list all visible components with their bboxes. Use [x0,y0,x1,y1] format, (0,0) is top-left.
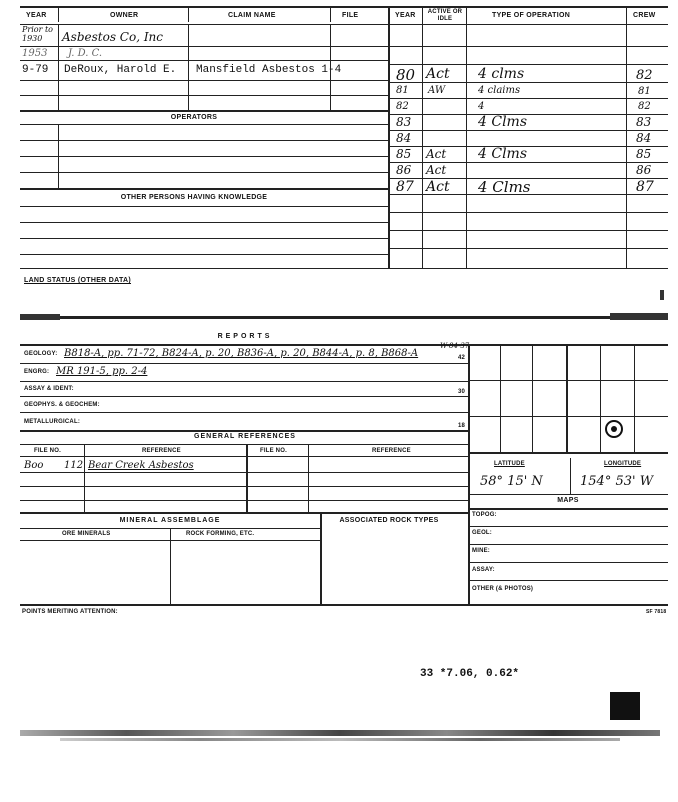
header-type-of-operation: TYPE OF OPERATION [492,12,571,19]
map-row-geol: GEOL: [472,530,492,536]
form-number: SF 7818 [646,609,667,615]
geology-page: 42 [458,355,466,361]
activity-crew: 85 [636,147,652,161]
header-owner: OWNER [110,12,139,19]
maps-label: MAPS [557,497,579,504]
header-year-activity: YEAR [395,12,416,19]
activity-year: 84 [396,131,412,145]
reference-file-no: Boo [24,460,44,471]
torn-edge [20,316,668,319]
latitude-label: LATITUDE [494,461,525,467]
owner-row-1-year: Prior to 1930 [22,25,53,43]
activity-crew: 81 [638,86,651,97]
ref-header-reference-2: REFERENCE [372,448,411,454]
metallurgical-page: 18 [458,423,466,429]
activity-year: 87 [396,179,414,195]
header-claim-name: CLAIM NAME [228,12,276,19]
activity-status: Act [426,163,447,177]
reference-text: Bear Creek Asbestos [88,460,194,471]
activity-operation: 4 claims [478,85,521,96]
reports-title: REPORTS [217,333,273,340]
activity-status: Act [426,147,447,161]
activity-status: AW [428,85,446,96]
geophys-label: GEOPHYS. & GEOCHEM: [24,402,100,408]
activity-operation: 4 Clms [478,178,531,196]
activity-crew: 82 [638,101,651,112]
map-row-other: OTHER (& PHOTOS) [472,586,534,592]
map-row-assay: ASSAY: [472,567,495,573]
activity-operation: 4 Clms [478,114,528,130]
other-persons-title: OTHER PERSONS HAVING KNOWLEDGE [120,194,268,201]
metallurgical-label: METALLURGICAL: [24,419,81,425]
header-file: FILE [342,12,359,19]
geology-note: W-84-37 [440,342,470,350]
activity-crew: 84 [636,131,652,145]
activity-year: 80 [396,66,416,84]
assay-page: 30 [458,389,466,395]
activity-status: Act [426,179,450,195]
longitude-value: 154° 53' W [580,474,654,489]
activity-operation: 4 clms [478,66,525,82]
activity-year: 86 [396,163,412,177]
map-row-topog: TOPOG: [472,512,497,518]
latitude-value: 58° 15' N [480,474,543,489]
activity-operation: 4 [478,101,485,112]
activity-year: 83 [396,115,412,129]
points-meriting-attention-label: POINTS MERITING ATTENTION: [22,609,118,615]
activity-year: 82 [396,101,409,112]
assay-label: ASSAY & IDENT: [24,386,74,392]
ore-minerals-header: ORE MINERALS [62,531,111,537]
activity-crew: 87 [636,179,654,195]
owner-row-3-claim-name: Mansfield Asbestos 1-4 [196,64,342,76]
engrg-value: MR 191-5, pp. 2-4 [56,366,148,377]
owner-row-1-owner: Asbestos Co, Inc [62,30,164,44]
ref-header-file-no: FILE NO. [34,448,61,454]
geology-value: B818-A, pp. 71-72, B824-A, p. 20, B836-A, p. 20, B844-A, p. 8, B868-A [64,348,419,359]
map-row-mine: MINE: [472,548,490,554]
header-year: YEAR [26,12,47,19]
activity-status: Act [426,66,450,82]
owner-row-2-year: 1953 [22,48,48,59]
geology-label: GEOLOGY: [24,351,58,357]
owner-row-3-year: 9-79 [22,64,49,76]
activity-year: 81 [396,85,409,96]
rock-forming-header: ROCK FORMING, ETC. [186,531,255,537]
reference-number: 112 [64,460,84,471]
header-active-or-idle: ACTIVE OR IDLE [427,9,463,22]
associated-rock-types-title: ASSOCIATED ROCK TYPES [339,517,439,524]
activity-crew: 86 [636,163,652,177]
owner-row-2-owner: J. D. C. [68,48,103,59]
header-crew: CREW [633,12,656,19]
activity-crew: 83 [636,115,652,129]
location-marker-icon [605,420,623,438]
owner-row-3-owner: DeRoux, Harold E. [64,64,177,76]
activity-crew: 82 [636,68,653,83]
activity-year: 85 [396,147,412,161]
land-status-label: LAND STATUS (OTHER DATA) [24,277,132,284]
activity-operation: 4 Clms [478,146,528,162]
general-references-title: GENERAL REFERENCES [194,433,296,440]
ref-header-file-no-2: FILE NO. [260,448,287,454]
mineral-assemblage-title: MINERAL ASSEMBLAGE [119,517,221,524]
coordinate-code: 33 *7.06, 0.62* [420,668,520,680]
longitude-label: LONGITUDE [604,461,642,467]
engrg-label: ENGRG: [24,369,50,375]
operators-title: OPERATORS [170,114,218,121]
ref-header-reference: REFERENCE [142,448,181,454]
